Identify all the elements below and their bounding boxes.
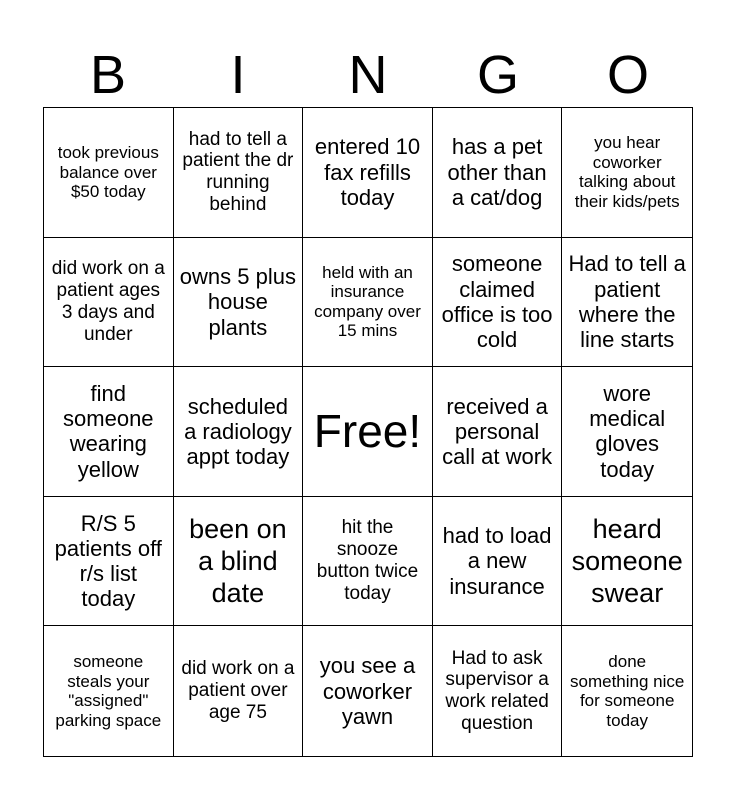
bingo-cell-r5c5[interactable]: done something nice for someone today <box>570 652 685 730</box>
header-letter-n: N <box>348 45 388 105</box>
bingo-header <box>43 42 693 108</box>
bingo-cell-r3c5[interactable]: wore medical gloves today <box>562 367 692 497</box>
bingo-cell-r2c3[interactable]: held with an insurance company over 15 mins <box>303 238 433 368</box>
bingo-cell-r4c4[interactable]: had to load a new insurance <box>433 497 563 627</box>
header-letter-o: O <box>606 45 649 105</box>
bingo-cell-r2c4[interactable]: someone claimed office is too cold <box>433 238 563 368</box>
bingo-cell-r3c4[interactable]: received a personal call at work <box>433 367 563 497</box>
bingo-cell-r4c3[interactable]: hit the snooze button twice today <box>303 497 433 627</box>
bingo-cell-r5c1[interactable]: someone steals your "assigned" parking space <box>44 626 174 756</box>
bingo-free-space[interactable]: Free! <box>303 367 433 497</box>
bingo-cell-r1c3[interactable]: entered 10 fax refills today <box>303 108 433 238</box>
bingo-cell-r2c2[interactable]: owns 5 plus house plants <box>174 238 304 368</box>
bingo-cell-r5c2[interactable]: did work on a patient over age 75 <box>174 626 304 756</box>
bingo-cell-r4c5[interactable]: heard someone swear <box>562 497 692 627</box>
header-letter-g: G <box>476 45 519 105</box>
bingo-cell-r4c1[interactable]: R/S 5 patients off r/s list today <box>44 497 174 627</box>
header-letter-b: B <box>89 45 127 105</box>
bingo-cell-r5c3[interactable]: you see a coworker yawn <box>303 626 433 756</box>
bingo-cell-r1c4[interactable]: has a pet other than a cat/dog <box>433 108 563 238</box>
bingo-cell-r5c4[interactable]: Had to ask supervisor a work related question <box>433 626 563 756</box>
bingo-cell-r3c2[interactable]: scheduled a radiology appt today <box>174 367 304 497</box>
bingo-cell-r1c2[interactable]: had to tell a patient the dr running behind <box>174 108 304 238</box>
bingo-grid <box>43 107 693 757</box>
bingo-cell-r4c2[interactable]: been on a blind date <box>174 497 304 627</box>
header-letter-i: I <box>230 45 246 105</box>
bingo-cell-r1c1[interactable]: took previous balance over $50 today <box>44 108 174 238</box>
bingo-cell-r2c5[interactable]: Had to tell a patient where the line starts <box>562 238 692 368</box>
bingo-cell-r1c5[interactable]: you hear coworker talking about their kids/pets <box>562 108 692 238</box>
bingo-cell-r2c1[interactable]: did work on a patient ages 3 days and under <box>44 238 174 368</box>
bingo-cell-r3c1[interactable]: find someone wearing yellow <box>44 367 174 497</box>
